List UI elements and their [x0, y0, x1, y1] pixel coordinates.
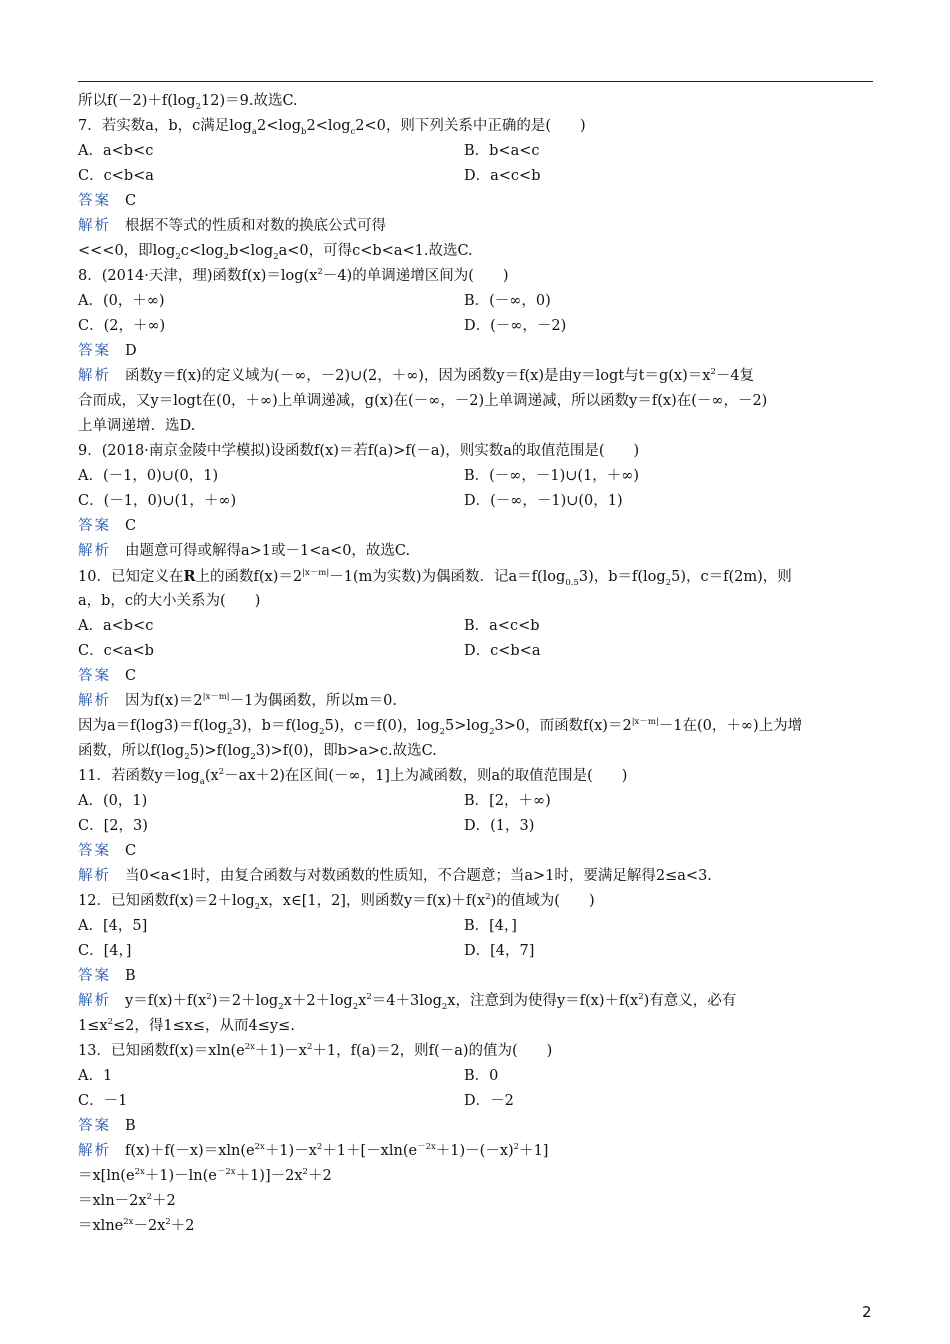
subscript: 2 — [250, 751, 256, 762]
text-line — [78, 764, 873, 789]
text-run: x＋2＋log — [283, 993, 353, 1009]
text-run: x，x∈[1，2]，则函数y＝f(x)＋f(x — [260, 893, 486, 909]
page-number: 2 — [862, 1303, 872, 1321]
option-right — [464, 914, 850, 939]
answer-value: B — [125, 968, 136, 984]
superscript: 2x — [254, 1142, 265, 1153]
text-run: C．(－1，0)∪(1，＋∞) — [78, 493, 237, 509]
text-line — [78, 889, 873, 914]
option-right — [464, 464, 850, 489]
text-run: －1为偶函数，所以m＝0. — [229, 693, 397, 709]
text-run: 10．已知定义在 — [78, 569, 184, 585]
analysis-line — [78, 689, 873, 714]
answer-line — [78, 339, 873, 364]
text-run: 3)，b＝f(log — [578, 569, 666, 585]
text-line — [78, 1164, 873, 1189]
superscript: 2 — [638, 992, 644, 1003]
subscript: 2 — [254, 901, 261, 912]
superscript: 2 — [485, 892, 491, 903]
text-run: 1≤x — [78, 1018, 108, 1034]
subscript: 2 — [441, 1001, 448, 1012]
text-run: C．[2，3) — [78, 818, 148, 834]
answer-label: 答案 — [78, 518, 111, 534]
option-right — [464, 489, 850, 514]
text-run: 所以f(－2)＋f(log — [78, 93, 196, 109]
answer-label: 答案 — [78, 968, 111, 984]
option-right — [464, 614, 850, 639]
subscript: 2 — [223, 251, 230, 262]
text-run: B．(－∞，－1)∪(1，＋∞) — [464, 468, 640, 484]
option-row — [78, 639, 873, 664]
option-row — [78, 814, 873, 839]
text-run: D．－2 — [464, 1093, 514, 1109]
answer-line — [78, 1114, 873, 1139]
superscript: 2 — [165, 1217, 171, 1228]
text-run: 因为f(x)＝2 — [125, 693, 203, 709]
option-left — [78, 164, 464, 189]
text-run: 合而成，又y＝logt在(0，＋∞)上单调递减，g(x)在(－∞，－2)上单调递减，所以函数y＝f(x)在(－∞，－2) — [78, 393, 768, 409]
option-left — [78, 139, 464, 164]
answer-value: C — [125, 668, 137, 684]
text-run: 5)，c＝f(2m)，则 — [671, 569, 792, 585]
option-right — [464, 639, 850, 664]
superscript: 2 — [366, 992, 372, 1003]
text-line — [78, 389, 873, 414]
superscript: 2 — [206, 992, 212, 1003]
option-right — [464, 814, 850, 839]
document-body — [78, 89, 873, 1239]
text-run: )有意义，必有 — [643, 993, 737, 1009]
answer-label: 答案 — [78, 1118, 111, 1134]
text-run: A．(0，＋∞) — [78, 293, 165, 309]
text-run: R — [183, 568, 196, 585]
text-run: C．－1 — [78, 1093, 128, 1109]
superscript: 2x — [123, 1217, 134, 1228]
subscript: a — [251, 126, 257, 137]
text-line — [78, 564, 873, 589]
analysis-line — [78, 214, 873, 239]
text-run: y＝f(x)＋f(x — [125, 993, 207, 1009]
text-run: ＝xln－2x — [78, 1193, 147, 1209]
text-run: 13．已知函数f(x)＝xln(e — [78, 1043, 245, 1059]
text-line — [78, 439, 873, 464]
text-line — [78, 739, 873, 764]
answer-label: 答案 — [78, 843, 111, 859]
text-run: 3>0，而函数f(x)＝2 — [494, 718, 632, 734]
subscript: 2 — [439, 726, 446, 737]
option-row — [78, 789, 873, 814]
subscript: 0.5 — [565, 577, 579, 588]
superscript: 2x — [244, 1042, 255, 1053]
text-run: ＋1＋[－xln(e — [322, 1143, 418, 1159]
text-run: 当0<a<1时，由复合函数与对数函数的性质知，不合题意；当a>1时，要满足解得2≤a<3. — [125, 868, 712, 884]
option-row — [78, 1064, 873, 1089]
text-run: B．[2，＋∞) — [464, 793, 551, 809]
text-run: B．a<c<b — [464, 618, 540, 634]
text-run: D．[4，7] — [464, 943, 535, 959]
option-row — [78, 289, 873, 314]
superscript: 2 — [316, 1142, 323, 1153]
subscript: 2 — [319, 726, 325, 737]
analysis-line — [78, 539, 873, 564]
option-right — [464, 289, 850, 314]
option-row — [78, 939, 873, 964]
text-run: 函数，所以f(log — [78, 743, 185, 759]
option-right — [464, 939, 850, 964]
text-line — [78, 589, 873, 614]
text-run: <<<0，即log — [78, 243, 176, 259]
subscript: 2 — [665, 577, 672, 588]
superscript: 2 — [317, 267, 323, 278]
text-run: c<log — [180, 243, 224, 259]
text-run: －4复 — [715, 368, 755, 384]
text-run: x，注意到为使得y＝f(x)＋f(x — [447, 993, 639, 1009]
option-right — [464, 1089, 850, 1114]
text-run: －ax＋2)在区间(－∞，1]上为减函数，则a的取值范围是( ) — [224, 768, 628, 784]
text-run: B．[4，] — [464, 918, 517, 934]
analysis-line — [78, 364, 873, 389]
text-line — [78, 239, 873, 264]
text-run: 11．若函数y＝log — [78, 768, 200, 784]
text-run: )的值域为( ) — [490, 893, 595, 909]
analysis-line — [78, 989, 873, 1014]
option-left — [78, 289, 464, 314]
superscript: |x－m| — [631, 717, 659, 728]
superscript: |x－m| — [302, 568, 330, 579]
text-line — [78, 414, 873, 439]
option-right — [464, 164, 850, 189]
superscript: 2 — [306, 1042, 313, 1053]
text-run: ＋2 — [151, 1193, 176, 1209]
option-right — [464, 1064, 850, 1089]
text-run: 2<log — [306, 118, 351, 134]
text-run: D．(－∞，－1)∪(0，1) — [464, 493, 623, 509]
option-row — [78, 914, 873, 939]
text-run: a<0，可得c<b<a<1.故选C. — [278, 243, 473, 259]
text-run: ＋1)－x — [264, 1143, 317, 1159]
text-line — [78, 1189, 873, 1214]
text-run: 12．已知函数f(x)＝2＋log — [78, 893, 255, 909]
text-run: 9．(2018·南京金陵中学模拟)设函数f(x)＝若f(a)>f(－a)，则实数a的取值范围是( ) — [78, 443, 640, 459]
answer-line — [78, 664, 873, 689]
text-run: B．(－∞，0) — [464, 293, 551, 309]
text-run: D．c<b<a — [464, 643, 541, 659]
text-run: －2x — [133, 1218, 166, 1234]
text-run: 2<0，则下列关系中正确的是( ) — [355, 118, 586, 134]
text-run: ＋1] — [519, 1143, 549, 1159]
text-run: C．(2，＋∞) — [78, 318, 166, 334]
option-left — [78, 639, 464, 664]
option-row — [78, 164, 873, 189]
option-right — [464, 789, 850, 814]
answer-label: 答案 — [78, 343, 111, 359]
text-run: A．(0，1) — [78, 793, 148, 809]
answer-line — [78, 964, 873, 989]
option-left — [78, 914, 464, 939]
text-run: D．(－∞，－2) — [464, 318, 567, 334]
superscript: 2 — [710, 367, 716, 378]
answer-label: 答案 — [78, 668, 111, 684]
text-run: 8．(2014·天津，理)函数f(x)＝log(x — [78, 268, 318, 284]
text-line — [78, 264, 873, 289]
text-run: A．(－1，0)∪(0，1) — [78, 468, 219, 484]
option-left — [78, 1089, 464, 1114]
option-left — [78, 789, 464, 814]
analysis-label: 解析 — [78, 543, 111, 559]
text-run: D．(1，3) — [464, 818, 535, 834]
text-line — [78, 114, 873, 139]
text-run: C．c<b<a — [78, 168, 154, 184]
subscript: 2 — [195, 101, 202, 112]
option-row — [78, 489, 873, 514]
text-run: ＋2 — [170, 1218, 195, 1234]
superscript: 2 — [107, 1017, 113, 1028]
text-run: 5>log — [445, 718, 490, 734]
header-rule — [78, 81, 873, 82]
analysis-label: 解析 — [78, 693, 111, 709]
text-run: ＝xlne — [78, 1218, 124, 1234]
text-run: A．1 — [78, 1068, 113, 1084]
option-left — [78, 489, 464, 514]
text-line — [78, 1039, 873, 1064]
superscript: －2x — [417, 1142, 436, 1153]
subscript: 2 — [278, 1001, 284, 1012]
answer-value: D — [125, 343, 137, 359]
option-row — [78, 314, 873, 339]
superscript: 2x — [134, 1167, 145, 1178]
text-run: 12)＝9.故选C. — [201, 93, 298, 109]
option-row — [78, 464, 873, 489]
text-run: f(x)＋f(－x)＝xln(e — [125, 1143, 255, 1159]
option-left — [78, 814, 464, 839]
option-left — [78, 939, 464, 964]
text-run: A．a<b<c — [78, 618, 154, 634]
answer-value: C — [125, 843, 137, 859]
text-run: )＝2＋log — [211, 993, 279, 1009]
option-row — [78, 1089, 873, 1114]
text-run: B．0 — [464, 1068, 499, 1084]
text-run: ＝x[ln(e — [78, 1168, 135, 1184]
text-run: A．[4，5] — [78, 918, 148, 934]
superscript: 2 — [302, 1167, 308, 1178]
answer-value: B — [125, 1118, 136, 1134]
analysis-label: 解析 — [78, 1143, 111, 1159]
subscript: a — [199, 776, 205, 787]
text-run: ＋1，f(a)＝2，则f(－a)的值为( ) — [312, 1043, 553, 1059]
answer-value: C — [125, 193, 137, 209]
subscript: 2 — [184, 751, 190, 762]
answer-label: 答案 — [78, 193, 111, 209]
text-run: ＋1)－(－x) — [435, 1143, 514, 1159]
superscript: －2x — [216, 1167, 236, 1178]
text-run: 2<log — [257, 118, 302, 134]
answer-value: C — [125, 518, 137, 534]
text-run: a，b，c的大小关系为( ) — [78, 593, 261, 609]
subscript: 2 — [226, 726, 233, 737]
text-run: C．c<a<b — [78, 643, 154, 659]
text-run: ＋1)]－2x — [235, 1168, 303, 1184]
text-line — [78, 714, 873, 739]
text-run: －1(m为实数)为偶函数．记a＝f(log — [329, 569, 566, 585]
analysis-label: 解析 — [78, 993, 111, 1009]
option-left — [78, 614, 464, 639]
text-run: D．a<c<b — [464, 168, 541, 184]
superscript: |x－m| — [202, 692, 230, 703]
subscript: c — [350, 126, 356, 137]
analysis-line — [78, 864, 873, 889]
subscript: 2 — [273, 251, 279, 262]
option-left — [78, 1064, 464, 1089]
text-line — [78, 1214, 873, 1239]
text-run: 因为a＝f(log3)＝f(log — [78, 718, 227, 734]
text-run: －4)的单调递增区间为( ) — [322, 268, 509, 284]
text-run: ＋1)－x — [254, 1043, 307, 1059]
text-run: －1在(0，＋∞)上为增 — [658, 718, 803, 734]
text-run: A．a<b<c — [78, 143, 154, 159]
text-run: 7．若实数a，b，c满足log — [78, 118, 252, 134]
text-run: b<log — [229, 243, 274, 259]
text-line — [78, 1014, 873, 1039]
superscript: 2 — [146, 1192, 152, 1203]
analysis-label: 解析 — [78, 368, 111, 384]
text-run: ＋2 — [307, 1168, 332, 1184]
text-run: 函数y＝f(x)的定义域为(－∞，－2)∪(2，＋∞)，因为函数y＝f(x)是由y＝logt与t＝g(x)＝x — [125, 368, 711, 384]
answer-line — [78, 189, 873, 214]
option-row — [78, 614, 873, 639]
text-run: (x — [204, 768, 219, 784]
analysis-line — [78, 1139, 873, 1164]
answer-line — [78, 839, 873, 864]
text-run: C．[4，] — [78, 943, 132, 959]
text-run: 由题意可得或解得a>1或－1<a<0，故选C. — [125, 543, 411, 559]
text-line — [78, 89, 873, 114]
text-run: B．b<a<c — [464, 143, 540, 159]
option-right — [464, 139, 850, 164]
text-run: 3)>f(0)，即b>a>c.故选C. — [255, 743, 437, 759]
text-run: 上单调递增．选D. — [78, 418, 196, 434]
subscript: 2 — [175, 251, 181, 262]
option-left — [78, 464, 464, 489]
text-run: ＋1)－ln(e — [144, 1168, 217, 1184]
subscript: b — [301, 126, 307, 137]
text-run: 上的函数f(x)＝2 — [195, 569, 303, 585]
subscript: 2 — [352, 1001, 359, 1012]
text-run: 5)，c＝f(0)，log — [324, 718, 440, 734]
option-row — [78, 139, 873, 164]
superscript: 2 — [218, 767, 225, 778]
text-run: 3)，b＝f(log — [232, 718, 320, 734]
text-run: ≤2，得1≤x≤，从而4≤y≤. — [112, 1018, 295, 1034]
subscript: 2 — [489, 726, 495, 737]
option-left — [78, 314, 464, 339]
text-run: ＝4＋3log — [371, 993, 442, 1009]
text-run: 根据不等式的性质和对数的换底公式可得 — [125, 218, 386, 234]
analysis-label: 解析 — [78, 868, 111, 884]
analysis-label: 解析 — [78, 218, 111, 234]
answer-line — [78, 514, 873, 539]
superscript: 2 — [513, 1142, 520, 1153]
text-run: x — [358, 993, 367, 1009]
option-right — [464, 314, 850, 339]
text-run: 5)>f(log — [189, 743, 251, 759]
